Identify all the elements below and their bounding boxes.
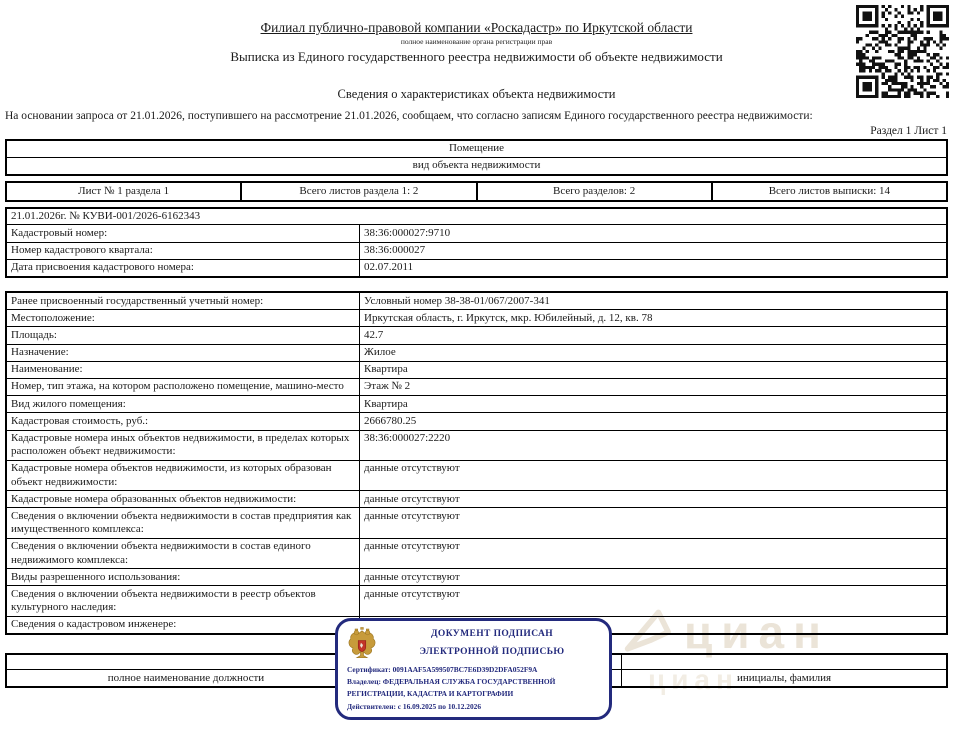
row-value: данные отсутствуют [364, 570, 460, 583]
registration-authority-caption: полное наименование органа регистрации прав [400, 37, 553, 46]
table-row [7, 224, 946, 241]
cadastral-id-table [5, 207, 948, 278]
sheet-info-cell: Всего разделов: 2 [476, 183, 711, 200]
table-row [7, 568, 946, 585]
russia-coat-of-arms-icon [347, 626, 377, 661]
row-label: Кадастровый номер: [7, 225, 360, 241]
row-label: Виды разрешенного использования: [7, 569, 360, 585]
row-label: Кадастровые номера иных объектов недвижимости, в пределах которых расположен объект недвижимости: [7, 431, 360, 460]
document-header [0, 0, 953, 137]
object-type-value: Помещение [448, 142, 505, 154]
row-label: Местоположение: [7, 310, 360, 326]
table-row [7, 585, 946, 615]
object-type-caption: вид объекта недвижимости [7, 157, 946, 174]
watermark-text: циан [684, 606, 830, 658]
row-label: Сведения о включении объекта недвижимости в состав предприятия как имущественного комплекса: [7, 508, 360, 537]
stamp-owner: Владелец: ФЕДЕРАЛЬНАЯ СЛУЖБА ГОСУДАРСТВЕННОЙ РЕГИСТРАЦИИ, КАДАСТРА И КАРТОГРАФИИ [347, 677, 556, 699]
row-value: Квартира [364, 397, 408, 410]
row-value: Иркутская область, г. Иркутск, мкр. Юбилейный, д. 12, кв. 78 [364, 311, 653, 324]
object-type-table [5, 139, 948, 176]
table-row [7, 395, 946, 412]
row-value: данные отсутствуют [364, 587, 460, 600]
row-label: Номер кадастрового квартала: [7, 243, 360, 259]
row-label: Назначение: [7, 345, 360, 361]
row-value: 42.7 [364, 328, 384, 341]
row-value: 38:36:000027:2220 [364, 432, 451, 444]
row-value: Жилое [364, 346, 396, 359]
row-value: 2666780.25 [364, 414, 417, 427]
signature-cell-empty [621, 655, 946, 669]
row-label: Номер, тип этажа, на котором расположено помещение, машино-место [7, 379, 360, 395]
row-value: Условный номер 38-38-01/067/2007-341 [364, 294, 550, 307]
name-caption: инициалы, фамилия [621, 669, 946, 686]
row-label: Сведения о включении объекта недвижимости в реестр объектов культурного наследия: [7, 586, 360, 615]
row-value: данные отсутствуют [364, 509, 460, 522]
table-row [7, 293, 946, 309]
row-label: Кадастровая стоимость, руб.: [7, 413, 360, 429]
registration-authority-name: Филиал публично-правовой компании «Роскадастр» по Иркутской области [260, 20, 693, 35]
object-details-table [5, 291, 948, 635]
request-basis-line: На основании запроса от 21.01.2026, поступившего на рассмотрение 21.01.2026, сообщаем, что согласно записям Единого государственного реестра недвижимости: [5, 110, 813, 122]
table-row [7, 412, 946, 429]
sheet-info-cell: Всего листов выписки: 14 [711, 183, 946, 200]
table-row [7, 490, 946, 507]
row-label: Сведения о кадастровом инженере: [7, 617, 360, 633]
signature-cell-empty [7, 655, 365, 669]
table-row [7, 309, 946, 326]
row-label: Кадастровые номера объектов недвижимости, из которых образован объект недвижимости: [7, 461, 360, 490]
row-value: данные отсутствуют [364, 540, 460, 553]
position-caption: полное наименование должности [7, 669, 365, 686]
document-title: Выписка из Единого государственного реестра недвижимости об объекте недвижимости [230, 49, 723, 64]
row-label: Сведения о включении объекта недвижимости в состав единого недвижимого комплекса: [7, 539, 360, 568]
row-value: 38:36:000027:9710 [364, 226, 451, 239]
stamp-certificate: Сертификат: 0091AAF5A599507BC7E6D39D2DFA052F9A [347, 665, 538, 674]
row-label: Наименование: [7, 362, 360, 378]
row-value: Квартира [364, 363, 408, 376]
table-row [7, 326, 946, 343]
sheet-info-cell: Лист № 1 раздела 1 [78, 184, 170, 197]
table-row [7, 507, 946, 537]
row-label: Кадастровые номера образованных объектов недвижимости: [7, 491, 360, 507]
sheet-info-cell: Всего листов раздела 1: 2 [240, 183, 475, 200]
sheet-info-table [5, 181, 948, 202]
table-row [7, 361, 946, 378]
row-value: Этаж № 2 [364, 380, 411, 393]
section-sheet-label: Раздел 1 Лист 1 [870, 125, 947, 137]
row-value: 38:36:000027 [364, 244, 426, 257]
table-row [7, 430, 946, 460]
row-label: Площадь: [7, 327, 360, 343]
row-label: Вид жилого помещения: [7, 396, 360, 412]
table-row [7, 242, 946, 259]
stamp-title-line1: ДОКУМЕНТ ПОДПИСАН [430, 629, 554, 640]
electronic-signature-stamp [335, 618, 612, 720]
request-number: 21.01.2026г. № КУВИ-001/2026-6162343 [11, 209, 201, 222]
cian-watermark-secondary: циан [648, 664, 739, 695]
row-value: 02.07.2011 [364, 261, 414, 274]
row-label: Дата присвоения кадастрового номера: [7, 260, 360, 276]
stamp-title-line2: ЭЛЕКТРОННОЙ ПОДПИСЬЮ [419, 646, 565, 657]
table-row [7, 538, 946, 568]
section-title: Сведения о характеристиках объекта недвижимости [337, 87, 616, 101]
table-row [7, 460, 946, 490]
row-value: данные отсутствуют [364, 492, 460, 505]
table-row [7, 344, 946, 361]
row-label: Ранее присвоенный государственный учетный номер: [7, 293, 360, 309]
qr-code [856, 5, 949, 98]
table-row [7, 378, 946, 395]
table-row [7, 259, 946, 276]
stamp-validity: Действителен: с 16.09.2025 по 10.12.2026 [347, 701, 482, 711]
row-value: данные отсутствуют [364, 462, 460, 475]
